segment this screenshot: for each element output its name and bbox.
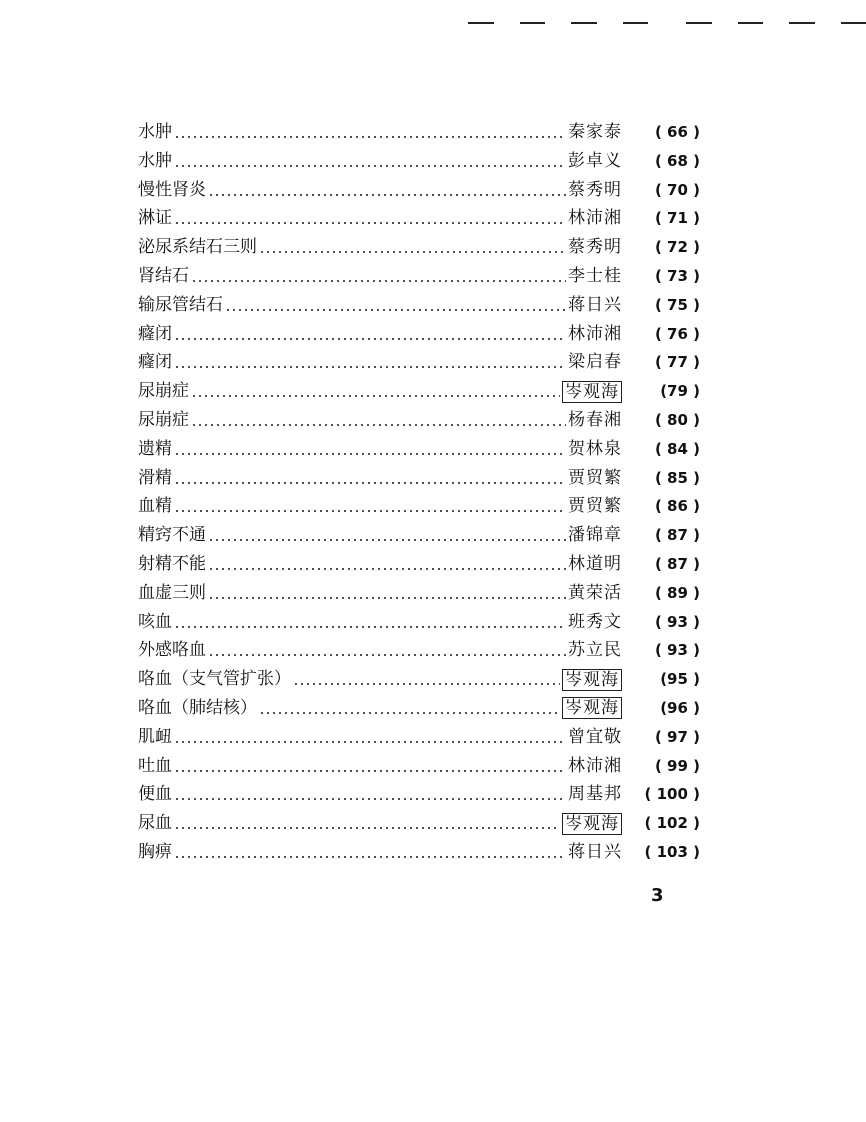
toc-entry	[130, 262, 700, 291]
header-dash	[686, 22, 712, 24]
toc-entry-page: ( 68 )	[654, 151, 700, 170]
toc-entry-title: 泌尿系结石三则	[138, 237, 257, 258]
dot-leader	[174, 464, 566, 493]
header-dash	[520, 22, 546, 24]
toc-entry-page: ( 100 )	[644, 785, 700, 804]
toc-entry	[130, 118, 700, 147]
toc-entry-author: 蒋日兴	[568, 841, 622, 862]
dot-leader	[191, 377, 560, 406]
toc-entry-title: 癃闭	[138, 352, 172, 373]
dot-leader	[174, 118, 566, 147]
toc-entry-title: 滑精	[138, 467, 172, 488]
toc-entry	[130, 838, 700, 867]
toc-entry	[130, 233, 700, 262]
toc-entry-author: 周基邦	[568, 784, 622, 805]
toc-entry-page: ( 103 )	[644, 842, 700, 861]
toc-entry-title: 癃闭	[138, 323, 172, 344]
toc-entry	[130, 406, 700, 435]
table-of-contents	[130, 118, 700, 867]
dot-leader	[174, 838, 566, 867]
toc-entry-page: ( 72 )	[654, 238, 700, 257]
toc-entry-title: 吐血	[138, 755, 172, 776]
toc-entry-title: 血精	[138, 496, 172, 517]
toc-entry-page: ( 99 )	[654, 756, 700, 775]
toc-entry	[130, 579, 700, 608]
toc-entry-page: ( 97 )	[654, 727, 700, 746]
toc-entry-author: 蔡秀明	[568, 179, 622, 200]
toc-entry-author: 林沛湘	[568, 755, 622, 776]
toc-entry	[130, 348, 700, 377]
toc-entry-title: 咯血（肺结核）	[138, 697, 257, 718]
toc-entry-author: 贺林泉	[568, 438, 622, 459]
toc-entry-title: 咯血（支气管扩张）	[138, 669, 291, 690]
dot-leader	[174, 348, 566, 377]
toc-entry	[130, 809, 700, 838]
toc-entry-title: 尿血	[138, 813, 172, 834]
toc-entry-author: 蒋日兴	[568, 294, 622, 315]
toc-entry-author: 蔡秀明	[568, 237, 622, 258]
toc-entry-page: ( 70 )	[654, 180, 700, 199]
toc-entry-page: ( 71 )	[654, 209, 700, 228]
toc-entry-page: ( 66 )	[654, 123, 700, 141]
toc-entry-title: 肌衄	[138, 726, 172, 747]
toc-entry-author: 曾宜敬	[568, 726, 622, 747]
header-rule	[468, 22, 866, 24]
dot-leader	[174, 147, 566, 176]
toc-entry-title: 慢性肾炎	[138, 179, 206, 200]
toc-entry-author: 林沛湘	[568, 208, 622, 229]
toc-entry-page: ( 86 )	[654, 497, 700, 516]
toc-entry	[130, 665, 700, 694]
toc-entry-title: 精窍不通	[138, 525, 206, 546]
toc-entry	[130, 204, 700, 233]
toc-entry-author: 黄荣活	[568, 582, 622, 603]
toc-entry-page: (96 )	[660, 698, 700, 717]
toc-entry-title: 水肿	[138, 122, 172, 142]
toc-entry-page: ( 85 )	[654, 468, 700, 487]
dot-leader	[191, 262, 566, 291]
toc-entry-title: 咳血	[138, 611, 172, 632]
toc-entry	[130, 291, 700, 320]
toc-entry-author: 岑观海	[562, 381, 622, 403]
toc-entry	[130, 147, 700, 176]
header-dash	[623, 22, 649, 24]
toc-entry	[130, 521, 700, 550]
toc-entry-author: 贾贸繁	[568, 496, 622, 517]
header-dash	[841, 22, 866, 24]
dot-leader	[208, 550, 566, 579]
toc-entry-title: 尿崩症	[138, 381, 189, 402]
toc-entry	[130, 435, 700, 464]
dot-leader	[259, 694, 560, 723]
dot-leader	[225, 291, 566, 320]
toc-entry-page: ( 93 )	[654, 612, 700, 631]
toc-entry-title: 外感咯血	[138, 640, 206, 661]
toc-entry-title: 尿崩症	[138, 409, 189, 430]
toc-entry-author: 林沛湘	[568, 323, 622, 344]
toc-entry	[130, 723, 700, 752]
dot-leader	[174, 435, 566, 464]
toc-entry-title: 便血	[138, 784, 172, 805]
dot-leader	[293, 665, 560, 694]
page-number: 3	[651, 885, 664, 906]
dot-leader	[174, 320, 566, 349]
toc-entry-title: 射精不能	[138, 553, 206, 574]
header-dash	[468, 22, 494, 24]
toc-entry-page: ( 73 )	[654, 266, 700, 285]
toc-entry-page: (79 )	[660, 382, 700, 401]
toc-entry-page: ( 80 )	[654, 410, 700, 429]
toc-entry-page: ( 77 )	[654, 353, 700, 372]
toc-entry-title: 肾结石	[138, 265, 189, 286]
toc-entry-page: ( 87 )	[654, 526, 700, 545]
toc-entry-page: ( 84 )	[654, 439, 700, 458]
toc-entry-title: 淋证	[138, 208, 172, 229]
toc-entry	[130, 176, 700, 205]
dot-leader	[174, 608, 566, 637]
toc-entry-author: 李士桂	[568, 265, 622, 286]
toc-entry	[130, 320, 700, 349]
toc-entry-author: 彭卓义	[568, 150, 622, 171]
toc-entry-page: ( 102 )	[644, 814, 700, 833]
toc-entry-page: ( 76 )	[654, 324, 700, 343]
toc-entry-page: ( 75 )	[654, 295, 700, 314]
dot-leader	[174, 809, 560, 838]
dot-leader	[208, 521, 566, 550]
toc-entry-author: 岑观海	[562, 669, 622, 691]
toc-entry-author: 班秀文	[568, 611, 622, 632]
toc-entry-author: 苏立民	[568, 640, 622, 661]
toc-entry	[130, 780, 700, 809]
toc-entry	[130, 492, 700, 521]
toc-entry-title: 输尿管结石	[138, 294, 223, 315]
toc-entry-title: 遗精	[138, 438, 172, 459]
toc-entry	[130, 752, 700, 781]
dot-leader	[259, 233, 566, 262]
toc-entry	[130, 636, 700, 665]
toc-entry-author: 梁启春	[568, 352, 622, 373]
dot-leader	[174, 204, 566, 233]
toc-entry	[130, 694, 700, 723]
toc-entry	[130, 608, 700, 637]
toc-entry-author: 贾贸繁	[568, 467, 622, 488]
toc-entry-title: 血虚三则	[138, 582, 206, 603]
toc-entry-author: 岑观海	[562, 697, 622, 719]
header-dash	[789, 22, 815, 24]
header-dash	[571, 22, 597, 24]
dot-leader	[174, 780, 566, 809]
toc-entry-page: ( 89 )	[654, 583, 700, 602]
dot-leader	[174, 492, 566, 521]
header-dash	[738, 22, 764, 24]
toc-entry-author: 潘锦章	[568, 525, 622, 546]
toc-entry-title: 胸痹	[138, 841, 172, 862]
toc-entry	[130, 377, 700, 406]
toc-entry-author: 杨春湘	[568, 409, 622, 430]
toc-entry-page: ( 93 )	[654, 641, 700, 660]
dot-leader	[191, 406, 566, 435]
dot-leader	[174, 752, 566, 781]
toc-entry-author: 岑观海	[562, 813, 622, 835]
toc-entry-page: (95 )	[660, 670, 700, 689]
toc-entry-author: 林道明	[568, 553, 622, 574]
dot-leader	[208, 176, 566, 205]
toc-entry-page: ( 87 )	[654, 554, 700, 573]
toc-entry	[130, 550, 700, 579]
dot-leader	[208, 636, 566, 665]
toc-entry	[130, 464, 700, 493]
dot-leader	[208, 579, 566, 608]
toc-entry-title: 水肿	[138, 150, 172, 171]
dot-leader	[174, 723, 566, 752]
toc-entry-author: 秦家泰	[568, 122, 622, 142]
